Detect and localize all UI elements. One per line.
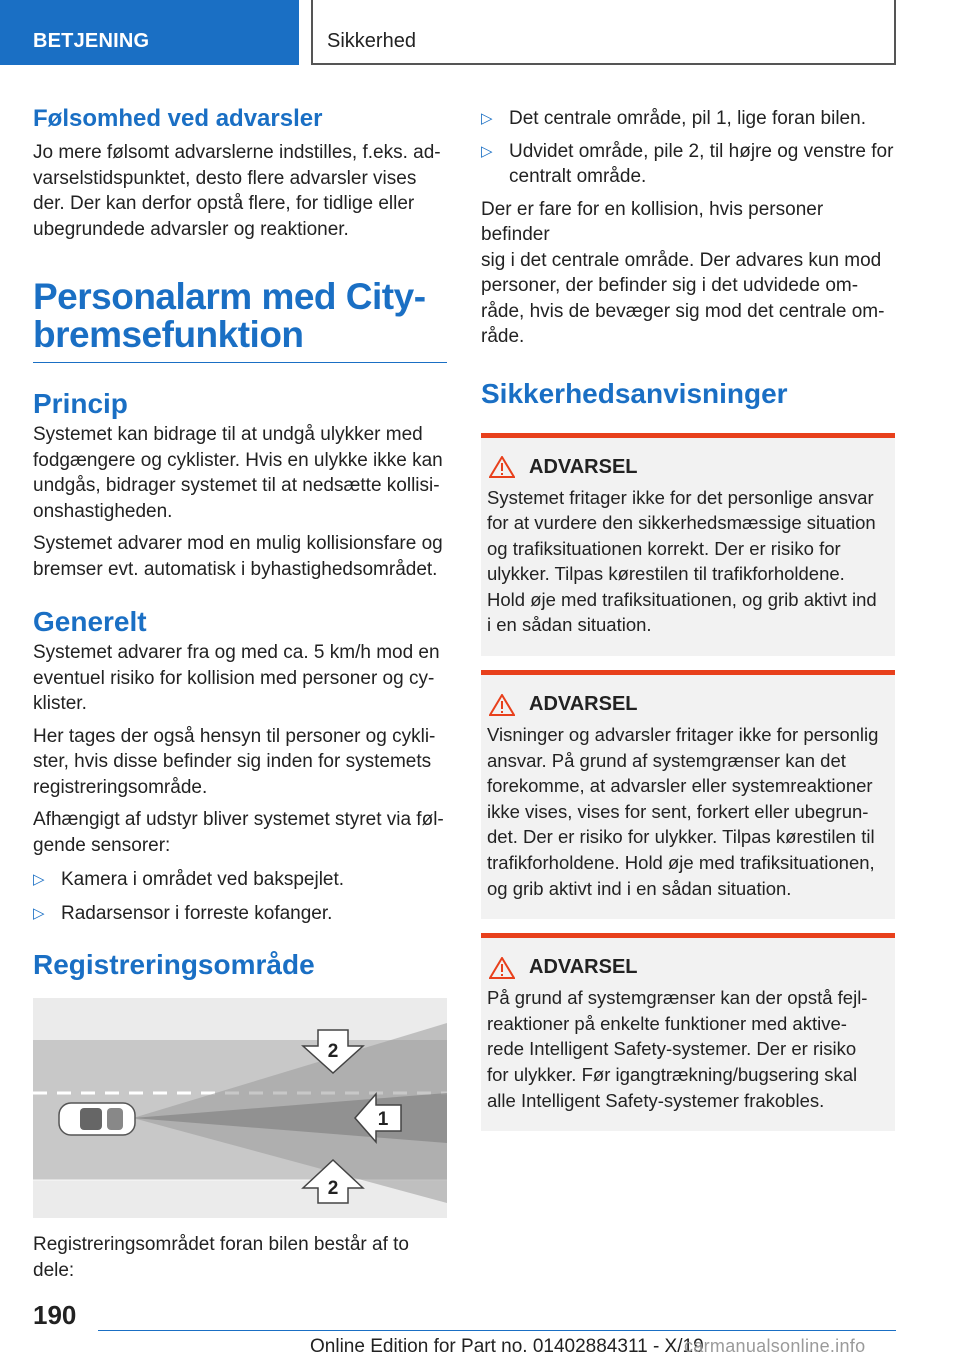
warning-text [487, 985, 887, 1113]
text-line: Systemet advarer fra og med ca. 5 km/h mod en [33, 642, 440, 663]
text-line: bremser evt. automatisk i byhastighedsområdet. [33, 558, 438, 580]
text-line: alle Intelligent Safety-systemer frakobles. [487, 1089, 825, 1111]
warning-header [489, 456, 887, 479]
warning-label: ADVARSEL [529, 455, 638, 478]
text-line: varselstidspunktet, desto flere advarsler vises [33, 167, 417, 189]
warning-triangle-icon [489, 694, 515, 716]
text-line: eventuel risiko for kollision med personer og cy‐ [33, 667, 435, 689]
text-line: Systemet fritager ikke for det personlige ansvar [487, 486, 874, 508]
warning-text [487, 485, 887, 639]
right-column [481, 100, 895, 1131]
text-line: råde, hvis de bevæger sig mod det centrale om‐ [481, 300, 885, 322]
text-line: rede Intelligent Safety-systemer. Der er risiko [487, 1038, 857, 1060]
header-subsection-label: Sikkerhed [327, 30, 416, 52]
text-line: klister. [33, 693, 87, 714]
car-icon [59, 1103, 135, 1135]
warning-box [481, 933, 895, 1131]
text-line: Afhængigt af udstyr bliver systemet styret via føl‐ [33, 809, 444, 830]
generelt-paragraph-1 [33, 640, 447, 717]
warning-label: ADVARSEL [529, 693, 638, 716]
text-line: for at vurdere den sikkerhedsmæssige situation [487, 512, 876, 534]
text-line: i en sådan situation. [487, 614, 652, 636]
text-line: personer, der befinder sig i det udvidede om‐ [481, 275, 859, 296]
text-line: ubegrundede advarsler og reaktioner. [33, 218, 349, 240]
label-2-top: 2 [327, 1041, 339, 1062]
triangle-bullet-icon: ▷ [33, 871, 45, 888]
warning-header [489, 956, 887, 979]
text-line: onshastigheden. [33, 500, 173, 522]
list-item [481, 106, 895, 132]
text-line: det. Der er risiko for ulykker. Tilpas kørestilen til [487, 826, 875, 848]
text-line: og grib aktivt ind i en sådan situation. [487, 877, 792, 899]
sensitivity-paragraph [33, 140, 447, 242]
generelt-title: Generelt [33, 606, 147, 637]
figure-caption [33, 1232, 447, 1283]
header-section-label: BETJENING [33, 30, 150, 52]
page-number: 190 [33, 1300, 77, 1330]
warning-triangle-icon [489, 456, 515, 478]
list-item [33, 867, 447, 893]
text-line: Udvidet område, pile 2, til højre og venstre for [509, 140, 894, 162]
text-line: Systemet kan bidrage til at undgå ulykker med [33, 424, 423, 445]
triangle-bullet-icon: ▷ [481, 110, 493, 127]
label-1: 1 [377, 1109, 389, 1130]
safety-title: Sikkerhedsanvisninger [481, 377, 788, 409]
princip-title: Princip [33, 388, 128, 419]
header-section [0, 0, 299, 65]
list-item-text: Kamera i området ved bakspejlet. [61, 869, 345, 890]
text-line: ikke vises, vises for sent, forkert eller ubegrun‐ [487, 800, 869, 822]
main-heading [33, 278, 447, 363]
left-column [33, 100, 447, 1283]
text-line: undgås, bidrager systemet til at nedsætte kollisi‐ [33, 475, 440, 496]
princip-paragraph-2 [33, 531, 447, 582]
header-subsection [311, 0, 896, 65]
triangle-bullet-icon: ▷ [481, 142, 493, 160]
triangle-bullet-icon: ▷ [33, 904, 45, 922]
list-item [481, 139, 895, 190]
text-line: trafikforholdene. Hold øje med trafiksituationen, [487, 852, 875, 874]
list-item-text: Det centrale område, pil 1, lige foran bilen. [509, 108, 866, 129]
edition-text: Online Edition for Part no. 01402884311 - X/19 [310, 1336, 704, 1357]
princip-paragraph-1 [33, 422, 447, 524]
text-line: for ulykker. Før igangtrækning/bugsering skal [487, 1064, 858, 1085]
footer-divider [98, 1330, 896, 1331]
text-line: Registreringsområdet foran bilen består af to [33, 1234, 409, 1255]
label-2-bottom: 2 [327, 1178, 339, 1199]
text-line: dele: [33, 1259, 75, 1281]
text-line: På grund af systemgrænser kan der opstå fejl‐ [487, 987, 868, 1009]
warning-box [481, 433, 895, 657]
text-line: centralt område. [509, 166, 647, 187]
text-line: Jo mere følsomt advarslerne indstilles, f.eks. ad‐ [33, 142, 441, 163]
warning-header [489, 693, 887, 716]
generelt-paragraph-2 [33, 724, 447, 801]
detection-area-figure [33, 998, 447, 1218]
list-item-text: Radarsensor i forreste kofanger. [61, 902, 333, 924]
text-line: råde. [481, 326, 525, 347]
text-line: og trafiksituationen korrekt. Der er risiko for [487, 537, 841, 559]
text-line: sig i det centrale område. Der advares kun mod [481, 249, 882, 271]
text-line: Her tages der også hensyn til personer og cykli‐ [33, 725, 436, 747]
generelt-paragraph-3 [33, 807, 447, 858]
text-line: Der er fare for en kollision, hvis personer befinder [481, 198, 824, 245]
text-line: Hold øje med trafiksituationen, og grib aktivt ind [487, 588, 877, 610]
warning-label: ADVARSEL [529, 956, 638, 979]
main-title-line-1: Personalarm med City‐ [33, 276, 426, 317]
text-line: Systemet advarer mod en mulig kollisionsfare og [33, 533, 443, 554]
text-line: der. Der kan derfor opstå flere, for tidlige eller [33, 193, 415, 214]
text-line: reaktioner på enkelte funktioner med aktive‐ [487, 1012, 847, 1034]
text-line: forekomme, at advarsler eller systemreaktioner [487, 775, 873, 797]
registration-title: Registreringsområde [33, 949, 315, 980]
list-item [33, 901, 447, 927]
text-line: ansvar. På grund af systemgrænser kan det [487, 749, 846, 771]
text-line: gende sensorer: [33, 834, 171, 856]
detection-area-diagram [33, 998, 447, 1218]
text-line: fodgængere og cyklister. Hvis en ulykke ikke kan [33, 449, 443, 471]
text-line: Visninger og advarsler fritager ikke for personlig [487, 724, 879, 746]
sensitivity-title: Følsomhed ved advarsler [33, 105, 323, 132]
text-line: ster, hvis disse befinder sig inden for systemets [33, 751, 432, 772]
text-line: registreringsområde. [33, 776, 208, 798]
warning-text [487, 722, 887, 901]
warning-triangle-icon [489, 957, 515, 979]
warning-box [481, 670, 895, 919]
text-line: ulykker. Tilpas kørestilen til trafikforholdene. [487, 563, 845, 585]
watermark: carmanualsonline.info [684, 1336, 866, 1356]
main-title-line-2: bremsefunktion [33, 314, 304, 355]
danger-paragraph [481, 197, 895, 350]
